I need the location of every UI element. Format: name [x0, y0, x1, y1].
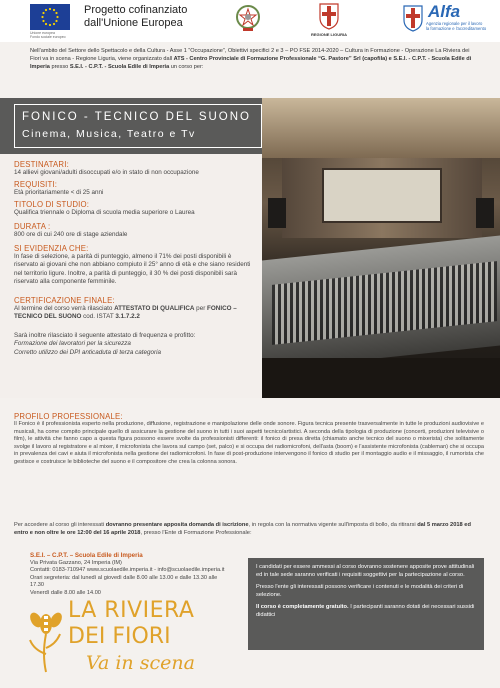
requisiti-heading: REQUISITI:	[14, 180, 58, 189]
info-text-3b: I partecipanti saranno dotati dei necessari sussidi didattici	[256, 604, 475, 618]
extra-text: Sarà inoltre rilasciato il seguente attestato di frequenza e profitto:	[14, 332, 196, 339]
photo-speaker-left	[268, 198, 286, 228]
cert-text-1: Al termine del corso verrà rilasciato	[14, 305, 115, 312]
section-profilo	[14, 412, 484, 467]
intro-text-3: un corso per:	[169, 64, 204, 71]
section-titolo	[14, 200, 254, 217]
cert-bold-2: FONICO – TECNICO DEL SUONO	[14, 305, 237, 321]
titolo-text: Qualifica triennale o Diploma di scuola media superiore o Laurea	[14, 209, 195, 216]
alfa-emblem-icon	[402, 4, 424, 32]
eu-small-label: Unione europea Fondo sociale europeo	[30, 31, 66, 39]
section-destinatari	[14, 160, 254, 177]
flower-film-icon	[24, 604, 68, 674]
cert-heading: CERTIFICAZIONE FINALE:	[14, 296, 115, 305]
italian-emblem-icon	[235, 4, 261, 32]
contact-hours-1: Orari segreteria: dal lunedì al giovedì dalle 8.00 alle 13.00 e dalle 13.30 alle 17.30	[30, 574, 218, 589]
profilo-heading: PROFILO PROFESSIONALE:	[14, 412, 123, 421]
contacts-block	[30, 552, 230, 598]
course-subtitle: Cinema, Musica, Teatro e Tv	[22, 128, 196, 140]
intro-bold-1: ATS - Centro Provinciale di Formazione Professionale “G. Pastore” Srl (capofila) e S.E.I. - C.P.T. - Scuola Edile di Imperia	[30, 56, 472, 71]
intro-paragraph	[30, 47, 475, 72]
deadline-bold-2: dal 5 marzo 2018 ed entro e non oltre le ore 12:00 del 16 aprile 2018	[14, 522, 471, 536]
contact-org: S.E.I. – C.P.T. – Scuola Edile di Imperia	[30, 552, 143, 559]
alfa-logo	[402, 2, 492, 42]
destinatari-heading: DESTINATARI:	[14, 160, 69, 169]
course-title: FONICO - TECNICO DEL SUONO	[22, 111, 251, 123]
header	[0, 0, 500, 42]
section-extra	[14, 332, 254, 357]
info-text-2: Presso l'ente gli interessati possono verificare i contenuti e le modalità dei criteri di selezione.	[256, 584, 464, 598]
deadline-text-3: , presso l'Ente di Formazione Professionale:	[140, 529, 252, 536]
section-requisiti	[14, 180, 254, 197]
evidenza-text: In fase di selezione, a parità di punteggio, almeno il 71% dei posti disponibili è riservato ai giovani che non abbiano compiuto il 25° anno di età e che siano residenti nel territorio ligure. Inoltre, a parità di punteggio, il 30 % dei posti disponibili sarà riservato alla componente femminile.	[14, 253, 251, 285]
contact-address: Via Privata Gazzano, 24 Imperia (IM)	[30, 559, 122, 566]
liguria-label: REGIONE LIGURIA	[310, 32, 347, 37]
photo-speaker-right	[476, 198, 494, 228]
info-text-3	[256, 604, 476, 619]
section-certificazione	[14, 296, 254, 322]
intro-text-2: presso	[49, 64, 70, 71]
logo-line-2: DEI FIORI	[68, 624, 171, 649]
destinatari-text: 14 allievi giovani/adulti disoccupati e/o in stato di non occupazione	[14, 169, 199, 176]
intro-text-1: Nell'ambito del Settore dello Spettacolo e della Cultura - Asse 1 “Occupazione”, Obiettivi specifici 2 e 3 – PO FSE 2014-2020 – Cultura in Formazione - Operazione La Riviera dei Fiori va in scena - Regione Liguria, viene organizzato dall	[30, 48, 470, 63]
requisiti-text: Età prioritariamente < di 25 anni	[14, 189, 104, 196]
section-evidenza	[14, 244, 254, 286]
photo-floor	[262, 358, 500, 398]
contact-info: Contatti: 0183-710947 www.scuolaedile.imperia.it - info@scuolaedile.imperia.it	[30, 567, 225, 574]
eu-flag-icon	[30, 4, 70, 30]
studio-photo	[262, 98, 500, 398]
eu-title: Progetto cofinanziato dall'Unione Europea	[84, 4, 188, 29]
cert-text-2: per	[194, 305, 208, 312]
evidenza-heading: SI EVIDENZIA CHE:	[14, 244, 89, 253]
riviera-logo	[24, 596, 234, 686]
profilo-text: Il Fonico è il professionista esperto nella produzione, diffusione, registrazione e manipolazione delle onde sonore. Figura tecnica presente trasversalmente in tutte le produzioni audiovisive e musicali, ha come compito principale quello di assicurare la gestione del suono in tutti i suoi aspetti tecnico/artistici. A seconda della tipologia di produzione (concerti, produzioni televisive o film), le attività che fanno capo a questa figura possono essere svolte da professionisti differenti: il fonico di presa diretta (chiamato anche tecnico del suono o mixerista) che solitamente svolge il lavoro al registratore e al mixer, il microfonista che lavora sul campo (set, palco) e si occupa dei radiomicrofoni, dell'asta (boom) e l'assistente microfonista (cableman) che si occupa in prevalenza dei cavi e aiuta il microfonista nella gestione dei radiomicrofoni. In fase di post-produzione intervengono il fonico di studio per il montaggio audio e il missaggio, il rumorista che gestisce e costruisce le biblioteche del suono e il compositore che crea la colonna sonora.	[14, 421, 484, 465]
extra-item-1: Formazione dei lavoratori per la sicurezza	[14, 340, 131, 348]
photo-window	[322, 168, 442, 223]
durata-heading: DURATA :	[14, 222, 51, 231]
deadline-bold-1: dovranno presentare apposita domanda di iscrizione	[105, 522, 249, 528]
logo-line-3: Va in scena	[86, 652, 195, 674]
cert-text-3: cod. ISTAT	[81, 313, 116, 321]
intro-bold-2: S.E.I. - C.P.T. - Scuola Edile di Imperia	[69, 64, 170, 71]
cert-bold-1: ATTESTATO DI QUALIFICA	[114, 305, 195, 312]
info-box	[248, 558, 484, 650]
alfa-subtitle: Agenzia regionale per il lavoro la formazione e l'accreditamento	[426, 21, 487, 31]
section-durata	[14, 222, 254, 239]
cert-text	[14, 305, 254, 322]
durata-text: 800 ore di cui 240 ore di stage aziendale	[14, 231, 128, 238]
alfa-wordmark: Alfa	[428, 2, 461, 21]
deadline-text-1: Per accedere al corso gli interessati	[14, 522, 106, 528]
info-text-1: I candidati per essere ammessi al corso dovranno sostenere apposite prove attitudinali ed in tale sede saranno verificati i requisiti soggettivi per la partecipazione al corso.	[256, 564, 475, 578]
deadline-paragraph	[14, 522, 484, 538]
cert-bold-3: 3.1.7.2.2	[115, 313, 140, 321]
info-bold: Il corso è completamente gratuito.	[256, 604, 349, 611]
liguria-emblem-icon	[318, 2, 340, 30]
logo-line-1: LA RIVIERA	[68, 598, 195, 623]
photo-ceiling	[262, 98, 500, 158]
extra-item-2: Corretto utilizzo dei DPI anticaduta di terza categoria	[14, 348, 162, 356]
deadline-text-2: , in regola con la normativa vigente sull'imposta di bollo, da ritirarsi	[248, 522, 418, 528]
titolo-heading: TITOLO DI STUDIO:	[14, 200, 90, 209]
contact-hours-2: Venerdì dalle 8.00 alle 14.00	[30, 589, 101, 596]
